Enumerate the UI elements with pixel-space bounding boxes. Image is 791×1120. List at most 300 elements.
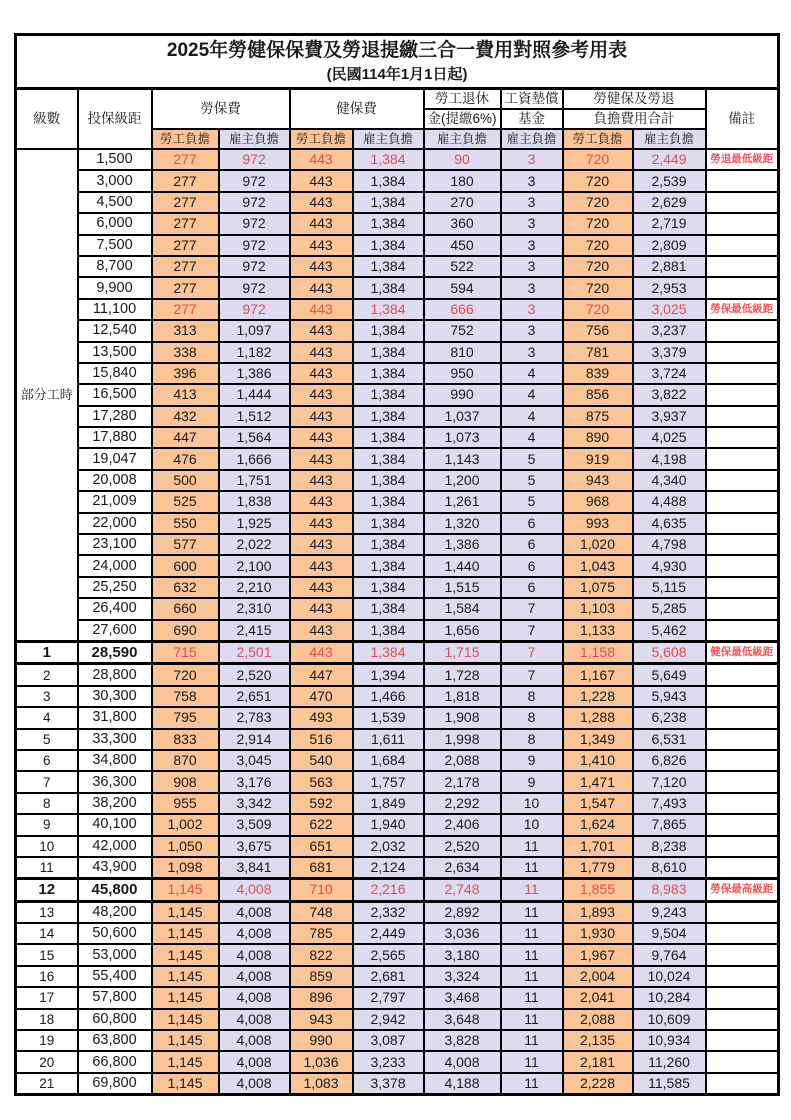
health-employee-cell: 443 [290,427,353,448]
health-employee-cell: 443 [290,170,353,191]
wage-fund-employer-cell: 4 [501,363,563,384]
remark-cell [706,664,779,686]
health-employer-cell: 1,384 [353,534,424,555]
salary-cell: 42,000 [78,836,152,857]
total-employee-cell: 919 [563,448,633,469]
table-row [16,555,779,576]
labor-employer-cell: 3,176 [219,771,290,792]
labor-employer-cell: 4,008 [219,944,290,965]
labor-employer-cell: 972 [219,277,290,298]
total-employee-cell: 993 [563,513,633,534]
wage-fund-employer-cell: 4 [501,427,563,448]
health-employee-cell: 710 [290,879,353,901]
table-row [16,686,779,707]
salary-cell: 1,500 [78,149,152,170]
wage-fund-employer-cell: 11 [501,1073,563,1095]
health-employer-cell: 1,384 [353,577,424,598]
health-employee-cell: 443 [290,277,353,298]
labor-employer-cell: 972 [219,149,290,170]
wage-fund-employer-cell: 9 [501,750,563,771]
salary-cell: 15,840 [78,363,152,384]
total-employee-cell: 1,967 [563,944,633,965]
pension-employer-cell: 594 [424,277,501,298]
remark-cell [706,729,779,750]
wage-fund-employer-cell: 11 [501,901,563,923]
labor-employer-cell: 2,914 [219,729,290,750]
labor-employee-cell: 313 [152,320,219,341]
health-employer-cell: 1,684 [353,750,424,771]
wage-fund-employer-cell: 5 [501,448,563,469]
health-employee-cell: 443 [290,598,353,619]
health-employer-cell: 1,384 [353,491,424,512]
labor-employer-cell: 1,838 [219,491,290,512]
health-employer-cell: 2,565 [353,944,424,965]
total-employer-cell: 2,449 [633,149,706,170]
table-subtitle: (民國114年1月1日起) [326,65,468,83]
header-health-insurance: 健保費 [290,89,424,130]
total-employer-cell: 4,635 [633,513,706,534]
total-employee-cell: 720 [563,192,633,213]
total-employer-cell: 8,983 [633,879,706,901]
wage-fund-employer-cell: 11 [501,966,563,987]
labor-employer-cell: 1,512 [219,406,290,427]
health-employer-cell: 1,384 [353,470,424,491]
labor-employer-cell: 2,651 [219,686,290,707]
remark-cell [706,771,779,792]
remark-cell [706,1009,779,1030]
salary-cell: 53,000 [78,944,152,965]
health-employee-cell: 443 [290,470,353,491]
table-row [16,470,779,491]
pension-employer-cell: 180 [424,170,501,191]
wage-fund-employer-cell: 11 [501,944,563,965]
remark-cell [706,448,779,469]
table-row [16,836,779,857]
premium-table [14,33,780,1096]
total-employer-cell: 2,809 [633,235,706,256]
labor-employee-cell: 1,145 [152,1051,219,1072]
wage-fund-employer-cell: 4 [501,384,563,405]
remark-cell [706,342,779,363]
health-employer-cell: 1,384 [353,192,424,213]
level-cell: 10 [16,836,78,857]
total-employer-cell: 10,934 [633,1030,706,1051]
pension-employer-cell: 1,584 [424,598,501,619]
wage-fund-employer-cell: 11 [501,1009,563,1030]
labor-employee-cell: 660 [152,598,219,619]
salary-cell: 12,540 [78,320,152,341]
salary-cell: 13,500 [78,342,152,363]
salary-cell: 23,100 [78,534,152,555]
health-employee-cell: 859 [290,966,353,987]
pension-employer-cell: 1,143 [424,448,501,469]
health-employee-cell: 443 [290,555,353,576]
labor-employer-cell: 1,386 [219,363,290,384]
health-employee-cell: 443 [290,320,353,341]
pension-employer-cell: 666 [424,299,501,320]
salary-cell: 36,300 [78,771,152,792]
total-employer-cell: 10,024 [633,966,706,987]
total-employer-cell: 6,531 [633,729,706,750]
pension-employer-cell: 2,406 [424,814,501,835]
labor-employee-cell: 870 [152,750,219,771]
salary-cell: 22,000 [78,513,152,534]
labor-employer-cell: 3,675 [219,836,290,857]
table-row [16,1051,779,1072]
table-row [16,342,779,363]
labor-employer-cell: 1,444 [219,384,290,405]
health-employer-cell: 2,124 [353,857,424,879]
table-row [16,427,779,448]
wage-fund-employer-cell: 3 [501,170,563,191]
labor-employee-cell: 600 [152,555,219,576]
health-employer-cell: 2,681 [353,966,424,987]
total-employee-cell: 1,471 [563,771,633,792]
salary-cell: 63,800 [78,1030,152,1051]
labor-employee-cell: 447 [152,427,219,448]
table-row [16,923,779,944]
total-employer-cell: 4,930 [633,555,706,576]
wage-fund-employer-cell: 3 [501,299,563,320]
health-employee-cell: 443 [290,406,353,427]
header-wage-fund-line1: 工資墊償 [501,89,563,110]
total-employee-cell: 1,547 [563,793,633,814]
health-employer-cell: 1,384 [353,363,424,384]
wage-fund-employer-cell: 11 [501,923,563,944]
health-employee-cell: 493 [290,707,353,728]
health-employer-cell: 1,384 [353,384,424,405]
remark-cell [706,235,779,256]
total-employer-cell: 2,953 [633,277,706,298]
remark-cell [706,534,779,555]
total-employer-cell: 7,865 [633,814,706,835]
remark-cell [706,620,779,642]
salary-cell: 6,000 [78,213,152,234]
level-cell: 12 [16,879,78,901]
remark-cell: 勞保最低級距 [706,299,779,320]
wage-fund-employer-cell: 11 [501,1051,563,1072]
total-employee-cell: 1,893 [563,901,633,923]
salary-cell: 28,590 [78,641,152,663]
health-employee-cell: 443 [290,513,353,534]
health-employer-cell: 1,384 [353,256,424,277]
total-employer-cell: 4,798 [633,534,706,555]
level-cell: 11 [16,857,78,879]
health-employer-cell: 1,384 [353,620,424,642]
wage-fund-employer-cell: 8 [501,686,563,707]
total-employee-cell: 1,133 [563,620,633,642]
health-employee-cell: 443 [290,149,353,170]
level-cell: 7 [16,771,78,792]
labor-employer-cell: 4,008 [219,1051,290,1072]
labor-employer-cell: 1,182 [219,342,290,363]
health-employer-cell: 1,757 [353,771,424,792]
labor-employee-cell: 1,145 [152,1073,219,1095]
total-employee-cell: 1,855 [563,879,633,901]
level-cell: 9 [16,814,78,835]
total-employer-cell: 3,237 [633,320,706,341]
health-employee-cell: 443 [290,256,353,277]
total-employer-cell: 9,764 [633,944,706,965]
labor-employee-cell: 908 [152,771,219,792]
remark-cell [706,707,779,728]
total-employer-cell: 11,260 [633,1051,706,1072]
labor-employer-cell: 972 [219,256,290,277]
wage-fund-employer-cell: 3 [501,213,563,234]
health-employee-cell: 1,083 [290,1073,353,1095]
total-employer-cell: 2,719 [633,213,706,234]
title-row [16,35,779,89]
remark-cell [706,901,779,923]
table-row [16,664,779,686]
health-employer-cell: 1,384 [353,513,424,534]
table-row [16,966,779,987]
wage-fund-employer-cell: 6 [501,534,563,555]
labor-employer-cell: 4,008 [219,923,290,944]
health-employee-cell: 447 [290,664,353,686]
health-employee-cell: 443 [290,641,353,663]
salary-cell: 17,880 [78,427,152,448]
health-employee-cell: 443 [290,342,353,363]
total-employee-cell: 890 [563,427,633,448]
table-row [16,363,779,384]
total-employee-cell: 720 [563,170,633,191]
salary-cell: 33,300 [78,729,152,750]
health-employer-cell: 1,611 [353,729,424,750]
labor-employer-cell: 3,045 [219,750,290,771]
pension-employer-cell: 1,386 [424,534,501,555]
health-employer-cell: 1,384 [353,448,424,469]
salary-cell: 17,280 [78,406,152,427]
health-employee-cell: 681 [290,857,353,879]
table-row [16,1030,779,1051]
total-employer-cell: 3,025 [633,299,706,320]
total-employer-cell: 10,609 [633,1009,706,1030]
table-row [16,729,779,750]
labor-employee-cell: 338 [152,342,219,363]
labor-employee-cell: 1,145 [152,966,219,987]
total-employer-cell: 9,243 [633,901,706,923]
labor-employee-cell: 525 [152,491,219,512]
labor-employee-cell: 413 [152,384,219,405]
salary-cell: 38,200 [78,793,152,814]
health-employer-cell: 1,849 [353,793,424,814]
table-row [16,620,779,642]
salary-cell: 9,900 [78,277,152,298]
labor-employee-cell: 432 [152,406,219,427]
labor-employer-cell: 1,666 [219,448,290,469]
labor-employer-cell: 2,022 [219,534,290,555]
pension-employer-cell: 1,037 [424,406,501,427]
labor-employer-cell: 972 [219,192,290,213]
table-row [16,707,779,728]
remark-cell [706,1073,779,1095]
total-employee-cell: 875 [563,406,633,427]
header-labor-employee-share: 勞工負擔 [152,129,219,149]
wage-fund-employer-cell: 7 [501,641,563,663]
labor-employee-cell: 476 [152,448,219,469]
table-row [16,987,779,1008]
total-employer-cell: 7,493 [633,793,706,814]
wage-fund-employer-cell: 3 [501,256,563,277]
pension-employer-cell: 3,648 [424,1009,501,1030]
wage-fund-employer-cell: 7 [501,620,563,642]
total-employer-cell: 2,629 [633,192,706,213]
wage-fund-employer-cell: 7 [501,598,563,619]
total-employee-cell: 968 [563,491,633,512]
total-employee-cell: 1,020 [563,534,633,555]
health-employer-cell: 2,216 [353,879,424,901]
health-employee-cell: 516 [290,729,353,750]
header-labor-insurance: 勞保費 [152,89,290,130]
health-employer-cell: 1,539 [353,707,424,728]
table-row [16,814,779,835]
health-employee-cell: 443 [290,491,353,512]
health-employee-cell: 443 [290,213,353,234]
labor-employer-cell: 2,501 [219,641,290,663]
salary-cell: 66,800 [78,1051,152,1072]
health-employer-cell: 1,384 [353,342,424,363]
health-employer-cell: 1,384 [353,555,424,576]
salary-cell: 50,600 [78,923,152,944]
table-row [16,213,779,234]
labor-employer-cell: 972 [219,299,290,320]
health-employee-cell: 443 [290,363,353,384]
table-row [16,299,779,320]
wage-fund-employer-cell: 6 [501,555,563,576]
header-total-line2: 負擔費用合計 [563,109,706,129]
labor-employee-cell: 1,145 [152,1009,219,1030]
total-employee-cell: 756 [563,320,633,341]
pension-employer-cell: 4,188 [424,1073,501,1095]
health-employee-cell: 443 [290,299,353,320]
pension-employer-cell: 90 [424,149,501,170]
table-row [16,192,779,213]
pension-employer-cell: 450 [424,235,501,256]
pension-employer-cell: 2,748 [424,879,501,901]
pension-employer-cell: 2,292 [424,793,501,814]
total-employer-cell: 5,649 [633,664,706,686]
table-row [16,857,779,879]
labor-employee-cell: 277 [152,299,219,320]
remark-cell [706,836,779,857]
wage-fund-employer-cell: 4 [501,406,563,427]
header-pension-employer-share: 雇主負擔 [424,129,501,149]
salary-cell: 48,200 [78,901,152,923]
level-cell: 13 [16,901,78,923]
labor-employer-cell: 972 [219,213,290,234]
header-level: 級數 [16,89,78,150]
level-cell: 5 [16,729,78,750]
salary-cell: 31,800 [78,707,152,728]
table-row [16,1073,779,1095]
labor-employee-cell: 277 [152,149,219,170]
wage-fund-employer-cell: 11 [501,987,563,1008]
total-employee-cell: 720 [563,149,633,170]
remark-cell [706,966,779,987]
remark-cell [706,320,779,341]
salary-cell: 11,100 [78,299,152,320]
labor-employee-cell: 277 [152,213,219,234]
header-salary-bracket: 投保級距 [78,89,152,150]
labor-employer-cell: 4,008 [219,1073,290,1095]
table-row [16,1009,779,1030]
total-employee-cell: 1,075 [563,577,633,598]
part-time-group-cell: 部分工時 [16,149,78,641]
labor-employee-cell: 500 [152,470,219,491]
level-cell: 19 [16,1030,78,1051]
salary-cell: 16,500 [78,384,152,405]
remark-cell [706,598,779,619]
health-employee-cell: 443 [290,620,353,642]
total-employee-cell: 2,181 [563,1051,633,1072]
pension-employer-cell: 1,908 [424,707,501,728]
health-employer-cell: 1,394 [353,664,424,686]
remark-cell: 勞保最高級距 [706,879,779,901]
remark-cell [706,470,779,491]
header-labor-employer-share: 雇主負擔 [219,129,290,149]
health-employee-cell: 540 [290,750,353,771]
labor-employee-cell: 577 [152,534,219,555]
total-employer-cell: 4,198 [633,448,706,469]
total-employer-cell: 3,937 [633,406,706,427]
remark-cell [706,793,779,814]
health-employee-cell: 443 [290,448,353,469]
remark-cell [706,1051,779,1072]
total-employer-cell: 4,025 [633,427,706,448]
pension-employer-cell: 3,036 [424,923,501,944]
total-employee-cell: 943 [563,470,633,491]
total-employee-cell: 1,167 [563,664,633,686]
salary-cell: 55,400 [78,966,152,987]
labor-employee-cell: 1,002 [152,814,219,835]
remark-cell [706,513,779,534]
health-employee-cell: 443 [290,235,353,256]
pension-employer-cell: 1,515 [424,577,501,598]
table-row [16,793,779,814]
table-row [16,149,779,170]
header-pension-line2: 金(提繳6%) [424,109,501,129]
labor-employer-cell: 4,008 [219,901,290,923]
health-employer-cell: 1,384 [353,235,424,256]
wage-fund-employer-cell: 3 [501,192,563,213]
salary-cell: 19,047 [78,448,152,469]
wage-fund-employer-cell: 9 [501,771,563,792]
table-row [16,491,779,512]
health-employer-cell: 1,940 [353,814,424,835]
header-wage-fund-employer-share: 雇主負擔 [501,129,563,149]
remark-cell [706,384,779,405]
health-employer-cell: 1,384 [353,641,424,663]
table-row [16,641,779,663]
remark-cell [706,987,779,1008]
level-cell: 18 [16,1009,78,1030]
labor-employer-cell: 1,925 [219,513,290,534]
level-cell: 8 [16,793,78,814]
labor-employer-cell: 4,008 [219,987,290,1008]
health-employee-cell: 1,036 [290,1051,353,1072]
labor-employee-cell: 715 [152,641,219,663]
wage-fund-employer-cell: 6 [501,513,563,534]
table-row [16,277,779,298]
health-employee-cell: 592 [290,793,353,814]
labor-employee-cell: 720 [152,664,219,686]
header-health-employee-share: 勞工負擔 [290,129,353,149]
pension-employer-cell: 1,320 [424,513,501,534]
labor-employee-cell: 1,145 [152,987,219,1008]
total-employee-cell: 1,103 [563,598,633,619]
labor-employee-cell: 758 [152,686,219,707]
